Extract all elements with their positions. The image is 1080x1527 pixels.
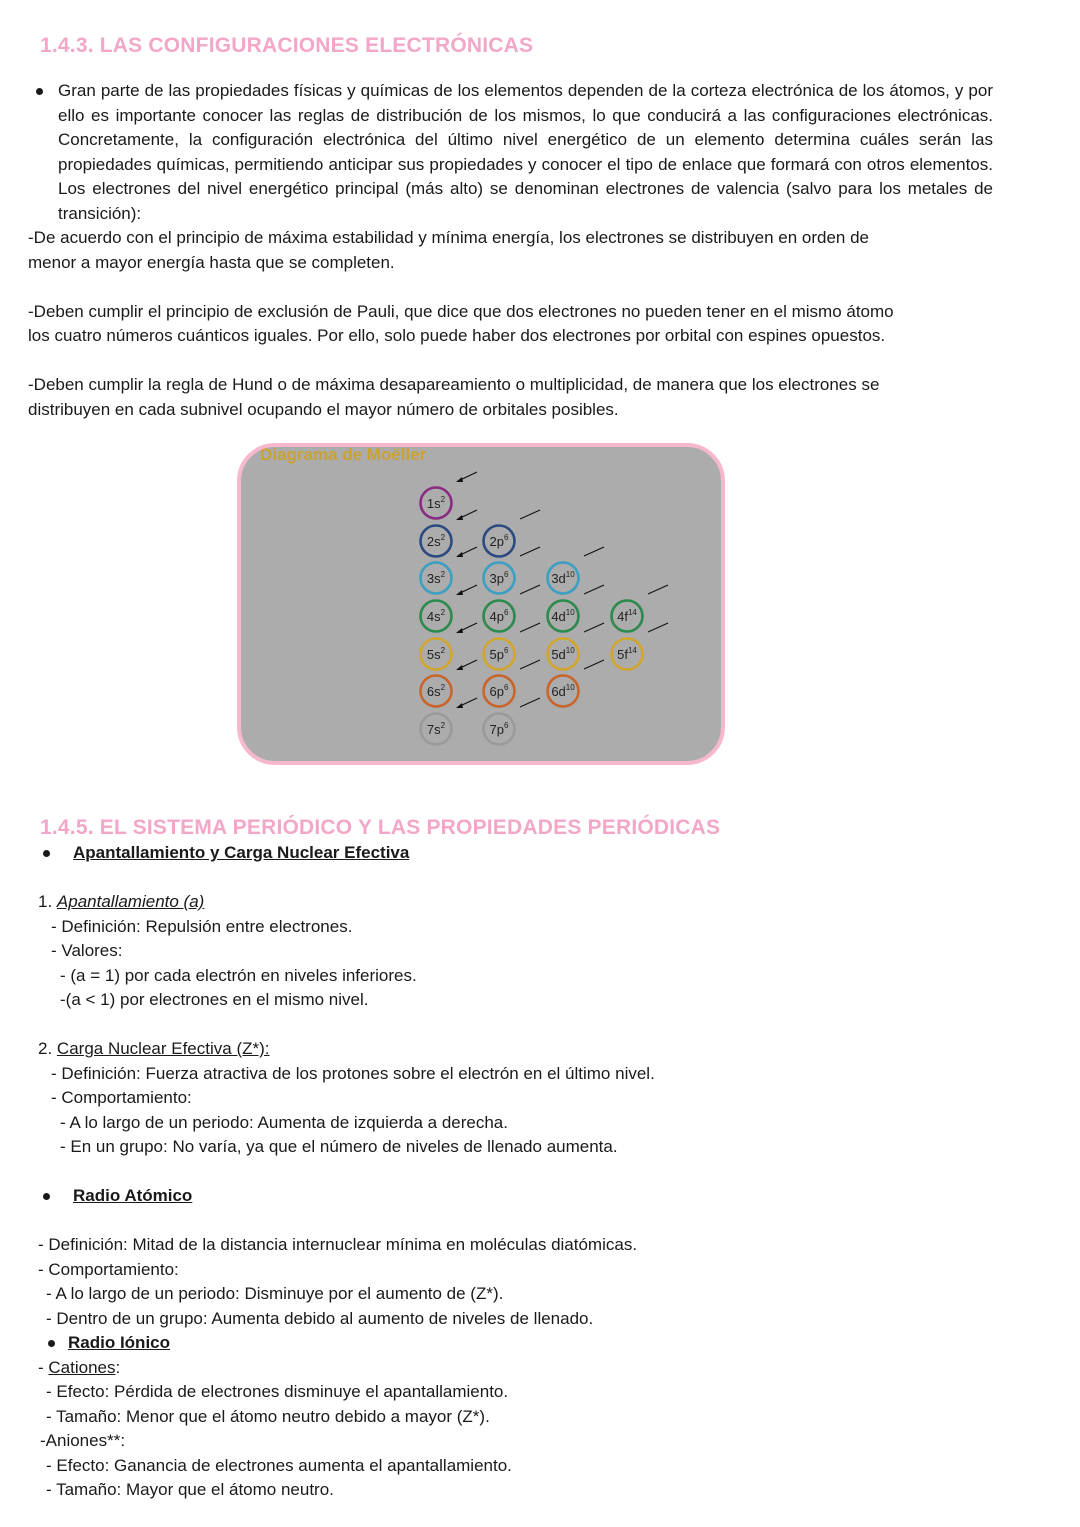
rule-max-stability bbox=[28, 226, 894, 422]
svg-text:1s2: $1s^2$ bbox=[426, 495, 446, 511]
subheading-apantallamiento-carga: Apantallamiento y Carga Nuclear Efectiva bbox=[73, 843, 410, 862]
intro-paragraph: Gran parte de las propiedades físicas y químicas de los elementos dependen de la corteza electrónica de los átomos, y por ello es importante conocer las reglas de distribución de los mismos, lo que conducirá a las configuraciones electrónicas. Concretamente, la configuración electrónica del último nivel energético de un elemento determina cuáles serán las propiedades químicas, permitiendo anticipar sus propiedades y conocer el tipo de enlace que formará con otros elementos. Los electrones del nivel energético principal (más alto) se denominan electrones de valencia (salvo para los metales de transición): bbox=[58, 81, 993, 223]
svg-text:5f14: $5f^{14}$ bbox=[617, 646, 637, 662]
diagonal-line bbox=[520, 585, 540, 594]
text-line: los cuatro números cuánticos iguales. Por ello, solo puede haber dos electrones por orbital con espines opuestos. bbox=[28, 326, 886, 345]
text-line: - Definición: Fuerza atractiva de los protones sobre el electrón en el último nivel. bbox=[51, 1063, 655, 1083]
text-line: - En un grupo: No varía, ya que el número de niveles de llenado aumenta. bbox=[60, 1137, 618, 1156]
text-line: -De acuerdo con el principio de máxima estabilidad y mínima energía, los electrones se distribuyen en orden de bbox=[28, 228, 870, 247]
arrowhead-icon bbox=[456, 665, 463, 670]
diagram-title: Diagrama de Moëller bbox=[260, 445, 427, 464]
text-line: - Tamaño: Menor que el átomo neutro debido a mayor (Z*). bbox=[46, 1406, 490, 1426]
diagonal-line bbox=[584, 623, 604, 632]
svg-text:2s2: $2s^2$ bbox=[426, 533, 446, 549]
diagonal-line bbox=[520, 623, 540, 632]
svg-text:4d10: $4d^{10}$ bbox=[551, 608, 575, 624]
item-title-carga-nuclear: Carga Nuclear Efectiva (Z*): bbox=[56, 1039, 270, 1058]
text-line: -(a < 1) por electrones en el mismo nivel. bbox=[60, 990, 369, 1009]
orbital-6p bbox=[484, 676, 515, 707]
subheading-radio-ionico: Radio Iónico bbox=[68, 1333, 170, 1352]
text-line: - A lo largo de un periodo: Disminuye por el aumento de (Z*). bbox=[46, 1284, 504, 1303]
colon: : bbox=[115, 1357, 121, 1377]
arrowhead-icon bbox=[456, 552, 463, 557]
diagonal-line bbox=[520, 698, 540, 707]
text-line: - A lo largo de un periodo: Aumenta de izquierda a derecha. bbox=[60, 1112, 508, 1132]
orbital-3d bbox=[548, 563, 579, 594]
text-line: -Deben cumplir el principio de exclusión de Pauli, que dice que dos electrones no pueden tener en el mismo átomo bbox=[28, 301, 894, 321]
text-line: - Efecto: Pérdida de electrones disminuye el apantallamiento. bbox=[46, 1382, 509, 1401]
orbital-2s bbox=[421, 526, 452, 557]
orbital-3p bbox=[484, 563, 515, 594]
orbital-5f bbox=[612, 639, 643, 670]
diagonal-line bbox=[584, 585, 604, 594]
moeller-diagram bbox=[237, 443, 725, 765]
orbital-4p bbox=[484, 601, 515, 632]
svg-text:3p6: $3p^6$ bbox=[489, 570, 509, 586]
orbital-7p bbox=[484, 714, 515, 745]
svg-text:6p6: $6p^6$ bbox=[489, 683, 509, 699]
section2-content bbox=[38, 841, 938, 1503]
label-aniones: -Aniones**: bbox=[40, 1431, 126, 1450]
orbital-7s bbox=[421, 714, 452, 745]
diagonal-line bbox=[520, 510, 540, 519]
text-line: - Valores: bbox=[51, 941, 123, 960]
svg-text:7s2: $7s^2$ bbox=[426, 721, 446, 737]
text-line: - Definición: Mitad de la distancia internuclear mínima en moléculas diatómicas. bbox=[38, 1235, 638, 1254]
arrowhead-icon bbox=[456, 515, 463, 520]
diagonal-line bbox=[584, 547, 604, 556]
arrowhead-icon bbox=[456, 628, 463, 633]
svg-text:6d10: $6d^{10}$ bbox=[551, 683, 575, 699]
orbital-5s bbox=[421, 639, 452, 670]
svg-text:5d10: $5d^{10}$ bbox=[551, 646, 575, 662]
text-line: - Dentro de un grupo: Aumenta debido al aumento de niveles de llenado. bbox=[46, 1308, 594, 1328]
orbital-6d bbox=[548, 676, 579, 707]
text-line: menor a mayor energía hasta que se completen. bbox=[28, 252, 395, 272]
svg-text:6s2: $6s^2$ bbox=[426, 683, 446, 699]
svg-text:5p6: $5p^6$ bbox=[489, 646, 509, 662]
bullet-icon bbox=[43, 850, 50, 857]
text-line: - Comportamiento: bbox=[51, 1088, 192, 1107]
moeller-diagram-graphic bbox=[237, 443, 725, 765]
svg-text:5s2: $5s^2$ bbox=[426, 646, 446, 662]
svg-text:3s2: $3s^2$ bbox=[426, 570, 446, 586]
diagonal-line bbox=[520, 547, 540, 556]
text-line: - Comportamiento: bbox=[38, 1259, 179, 1279]
diagonal-line bbox=[648, 623, 668, 632]
text-line: -Deben cumplir la regla de Hund o de máxima desapareamiento o multiplicidad, de manera que los electrones se bbox=[28, 375, 880, 394]
svg-text:4f14: $4f^{14}$ bbox=[617, 608, 637, 624]
label-cationes: Cationes bbox=[48, 1357, 116, 1377]
bullet-icon bbox=[36, 88, 43, 95]
orbital-5p bbox=[484, 639, 515, 670]
orbital-3s bbox=[421, 563, 452, 594]
orbital-5d bbox=[548, 639, 579, 670]
item-number: 2. bbox=[38, 1039, 53, 1058]
svg-text:7p6: $7p^6$ bbox=[489, 721, 509, 737]
dash: - bbox=[38, 1357, 49, 1377]
svg-text:4s2: $4s^2$ bbox=[426, 608, 446, 624]
diagonal-line bbox=[584, 660, 604, 669]
svg-text:2p6: $2p^6$ bbox=[489, 533, 509, 549]
orbital-1s bbox=[421, 488, 452, 519]
bullet-icon bbox=[48, 1340, 55, 1347]
bullet-icon bbox=[43, 1193, 50, 1200]
text-line: distribuyen en cada subnivel ocupando el mayor número de orbitales posibles. bbox=[28, 399, 619, 419]
arrowhead-icon bbox=[456, 703, 463, 708]
arrowhead-icon bbox=[456, 477, 463, 482]
text-line: - Efecto: Ganancia de electrones aumenta el apantallamiento. bbox=[46, 1455, 512, 1475]
orbital-2p bbox=[484, 526, 515, 557]
section-heading-configuraciones: 1.4.3. LAS CONFIGURACIONES ELECTRÓNICAS bbox=[40, 34, 534, 57]
subheading-radio-atomico: Radio Atómico bbox=[73, 1186, 193, 1205]
svg-text:3d10: $3d^{10}$ bbox=[551, 570, 575, 586]
text-line: - Definición: Repulsión entre electrones. bbox=[51, 916, 353, 936]
orbital-4s bbox=[421, 601, 452, 632]
text-line: - (a = 1) por cada electrón en niveles inferiores. bbox=[60, 965, 417, 985]
diagonal-line bbox=[648, 585, 668, 594]
item-title-apantallamiento: Apantallamiento (a) bbox=[56, 892, 205, 911]
orbital-4d bbox=[548, 601, 579, 632]
orbital-6s bbox=[421, 676, 452, 707]
svg-text:4p6: $4p^6$ bbox=[489, 608, 509, 624]
section-heading-sistema-periodico: 1.4.5. EL SISTEMA PERIÓDICO Y LAS PROPIEDADES PERIÓDICAS bbox=[40, 816, 721, 839]
orbital-4f bbox=[612, 601, 643, 632]
arrowhead-icon bbox=[456, 590, 463, 595]
item-number: 1. bbox=[38, 892, 53, 911]
text-line: - Tamaño: Mayor que el átomo neutro. bbox=[46, 1480, 334, 1499]
diagonal-line bbox=[520, 660, 540, 669]
